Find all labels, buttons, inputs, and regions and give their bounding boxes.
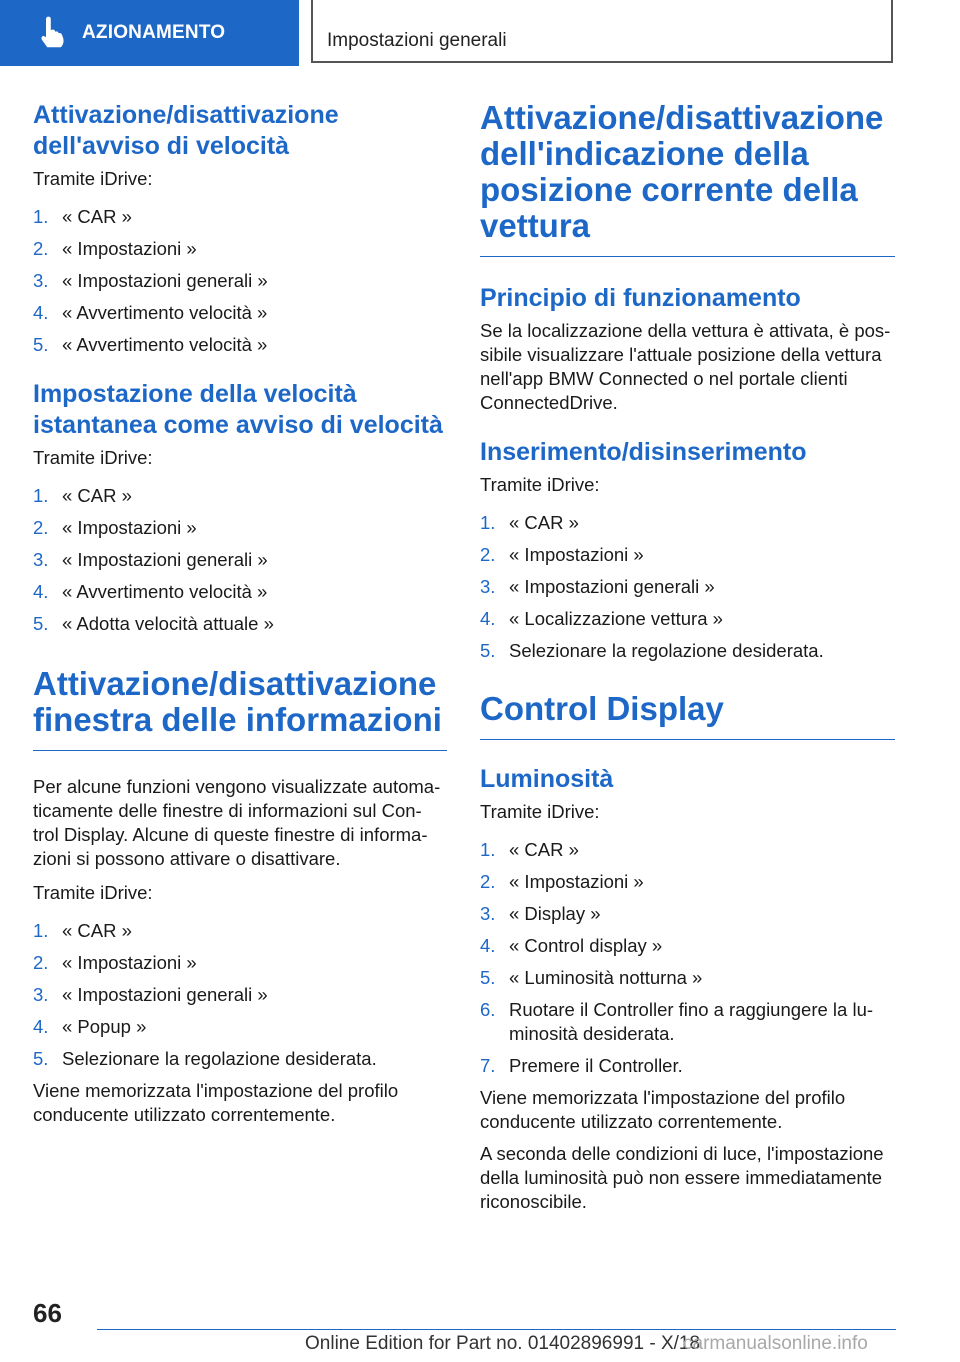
step-text: « Adotta velocità attuale » <box>62 613 274 634</box>
list-item <box>480 543 895 567</box>
step-number: 5. <box>33 1048 49 1069</box>
step-number: 4. <box>33 1016 49 1037</box>
step-number: 2. <box>33 952 49 973</box>
step-number: 3. <box>33 549 49 570</box>
watermark-text: carmanualsonline.info <box>683 1333 868 1354</box>
step-text: « CAR » <box>62 206 132 227</box>
list-item <box>33 333 447 357</box>
step-text: « Impostazioni » <box>62 517 197 538</box>
list-item <box>33 484 447 508</box>
edition-text: Online Edition for Part no. 01402896991 - X/18 <box>305 1333 701 1354</box>
speed-warning-section <box>33 100 447 357</box>
section-label: AZIONAMENTO <box>82 22 226 43</box>
list-item <box>480 998 895 1046</box>
step-number: 4. <box>33 302 49 323</box>
step-text: « Display » <box>509 903 601 924</box>
body-paragraph: Viene memorizzata l'impostazione del profilo conducente utilizzato correntemente. <box>480 1087 846 1132</box>
intro-text: Tramite iDrive: <box>480 474 600 495</box>
list-item <box>33 580 447 604</box>
step-number: 2. <box>480 544 496 565</box>
step-number: 5. <box>480 967 496 988</box>
step-text: « Avvertimento velocità » <box>62 334 268 355</box>
intro-text: Tramite iDrive: <box>33 882 153 903</box>
list-item <box>33 612 447 636</box>
step-number: 5. <box>33 334 49 355</box>
list-item <box>33 919 447 943</box>
section-tab <box>0 0 299 66</box>
heading-rule <box>33 750 447 751</box>
step-text: « Impostazioni » <box>62 952 197 973</box>
step-text: Premere il Controller. <box>509 1055 683 1076</box>
on-off-section <box>480 437 895 663</box>
left-column <box>33 100 447 1127</box>
right-column <box>480 100 895 1214</box>
list-item <box>480 870 895 894</box>
step-text: « Popup » <box>62 1016 147 1037</box>
step-number: 4. <box>480 935 496 956</box>
chapter-heading: Attivazione/disattivazione finestra delle informazioni <box>33 665 442 738</box>
step-number: 3. <box>33 270 49 291</box>
step-text: « Impostazioni generali » <box>62 984 268 1005</box>
step-number: 6. <box>480 999 496 1020</box>
step-number: 3. <box>480 903 496 924</box>
list-item <box>480 838 895 862</box>
step-number: 2. <box>480 871 496 892</box>
control-display-section <box>480 691 895 740</box>
step-number: 7. <box>480 1055 496 1076</box>
chapter-heading: Control Display <box>480 690 724 727</box>
list-item <box>480 511 895 535</box>
list-item <box>33 1047 447 1071</box>
list-item <box>480 934 895 958</box>
page-number: 66 <box>33 1298 62 1328</box>
list-item <box>33 269 447 293</box>
list-item <box>480 1054 895 1078</box>
heading-rule <box>480 256 895 257</box>
list-item <box>33 205 447 229</box>
step-text: « CAR » <box>509 839 579 860</box>
steps-list <box>480 511 895 663</box>
step-number: 1. <box>33 920 49 941</box>
heading-rule <box>480 739 895 740</box>
steps-list <box>480 838 895 1078</box>
list-item <box>33 1015 447 1039</box>
step-text: « Impostazioni generali » <box>62 270 268 291</box>
step-text: « Impostazioni generali » <box>509 576 715 597</box>
steps-list <box>33 919 447 1071</box>
list-item <box>480 639 895 663</box>
list-item <box>33 951 447 975</box>
step-number: 5. <box>33 613 49 634</box>
topic-box <box>311 0 893 63</box>
body-paragraph: A seconda delle condizioni di luce, l'impostazione della luminosità può non essere immediatamente riconoscibile. <box>480 1143 884 1212</box>
topic-label: Impostazioni generali <box>327 30 507 51</box>
step-text: « CAR » <box>62 920 132 941</box>
vehicle-position-section <box>480 100 895 257</box>
step-text: « Localizzazione vettura » <box>509 608 723 629</box>
list-item <box>480 902 895 926</box>
list-item <box>480 607 895 631</box>
step-text: « CAR » <box>509 512 579 533</box>
step-text: Selezionare la regolazione desiderata. <box>509 640 824 661</box>
section-heading: Luminosità <box>480 765 614 793</box>
list-item <box>33 237 447 261</box>
list-item <box>33 983 447 1007</box>
step-text: « Avvertimento velocità » <box>62 302 268 323</box>
list-item <box>33 548 447 572</box>
step-number: 3. <box>480 576 496 597</box>
step-text: « Impostazioni » <box>509 544 644 565</box>
step-text: « Impostazioni » <box>62 238 197 259</box>
step-number: 1. <box>33 485 49 506</box>
step-text: Ruotare il Controller fino a raggiungere la lu-minosità desiderata. <box>509 999 874 1044</box>
list-item <box>480 966 895 990</box>
step-text: « Impostazioni » <box>509 871 644 892</box>
body-paragraph: Se la localizzazione della vettura è attivata, è pos-sibile visualizzare l'attuale posizione della vettura nell'app BMW Connected o nel portale clienti ConnectedDrive. <box>480 320 891 413</box>
step-text: « CAR » <box>62 485 132 506</box>
step-text: « Impostazioni generali » <box>62 549 268 570</box>
body-paragraph: Per alcune funzioni vengono visualizzate automa-ticamente delle finestre di informazioni sul Con-trol Display. Alcune di queste finestre di informa-zioni si possono attivare o disattivare. <box>33 776 441 869</box>
step-number: 1. <box>33 206 49 227</box>
step-number: 1. <box>480 839 496 860</box>
step-number: 3. <box>33 984 49 1005</box>
page-header <box>0 0 960 66</box>
intro-text: Tramite iDrive: <box>33 168 153 189</box>
step-text: « Luminosità notturna » <box>509 967 703 988</box>
footer-rule <box>97 1329 896 1330</box>
principle-section <box>480 283 895 415</box>
section-heading: Impostazione della velocità istantanea come avviso di velocità <box>33 380 443 439</box>
list-item <box>33 516 447 540</box>
intro-text: Tramite iDrive: <box>480 801 600 822</box>
intro-text: Tramite iDrive: <box>33 447 153 468</box>
section-heading: Inserimento/disinserimento <box>480 438 807 466</box>
step-text: « Control display » <box>509 935 663 956</box>
step-number: 4. <box>480 608 496 629</box>
steps-list <box>33 205 447 357</box>
step-number: 2. <box>33 238 49 259</box>
chapter-heading: Attivazione/disattivazione dell'indicazione della posizione corrente della vettura <box>480 99 884 244</box>
list-item <box>33 301 447 325</box>
pointing-hand-icon <box>34 15 70 51</box>
info-window-section <box>33 666 447 1127</box>
list-item <box>480 575 895 599</box>
step-number: 1. <box>480 512 496 533</box>
section-heading: Attivazione/disattivazione dell'avviso di velocità <box>33 101 339 160</box>
section-heading: Principio di funzionamento <box>480 284 801 312</box>
body-paragraph: Viene memorizzata l'impostazione del profilo conducente utilizzato correntemente. <box>33 1080 399 1125</box>
step-number: 5. <box>480 640 496 661</box>
step-number: 4. <box>33 581 49 602</box>
current-speed-section <box>33 379 447 636</box>
brightness-section <box>480 764 895 1214</box>
steps-list <box>33 484 447 636</box>
step-number: 2. <box>33 517 49 538</box>
step-text: Selezionare la regolazione desiderata. <box>62 1048 377 1069</box>
step-text: « Avvertimento velocità » <box>62 581 268 602</box>
